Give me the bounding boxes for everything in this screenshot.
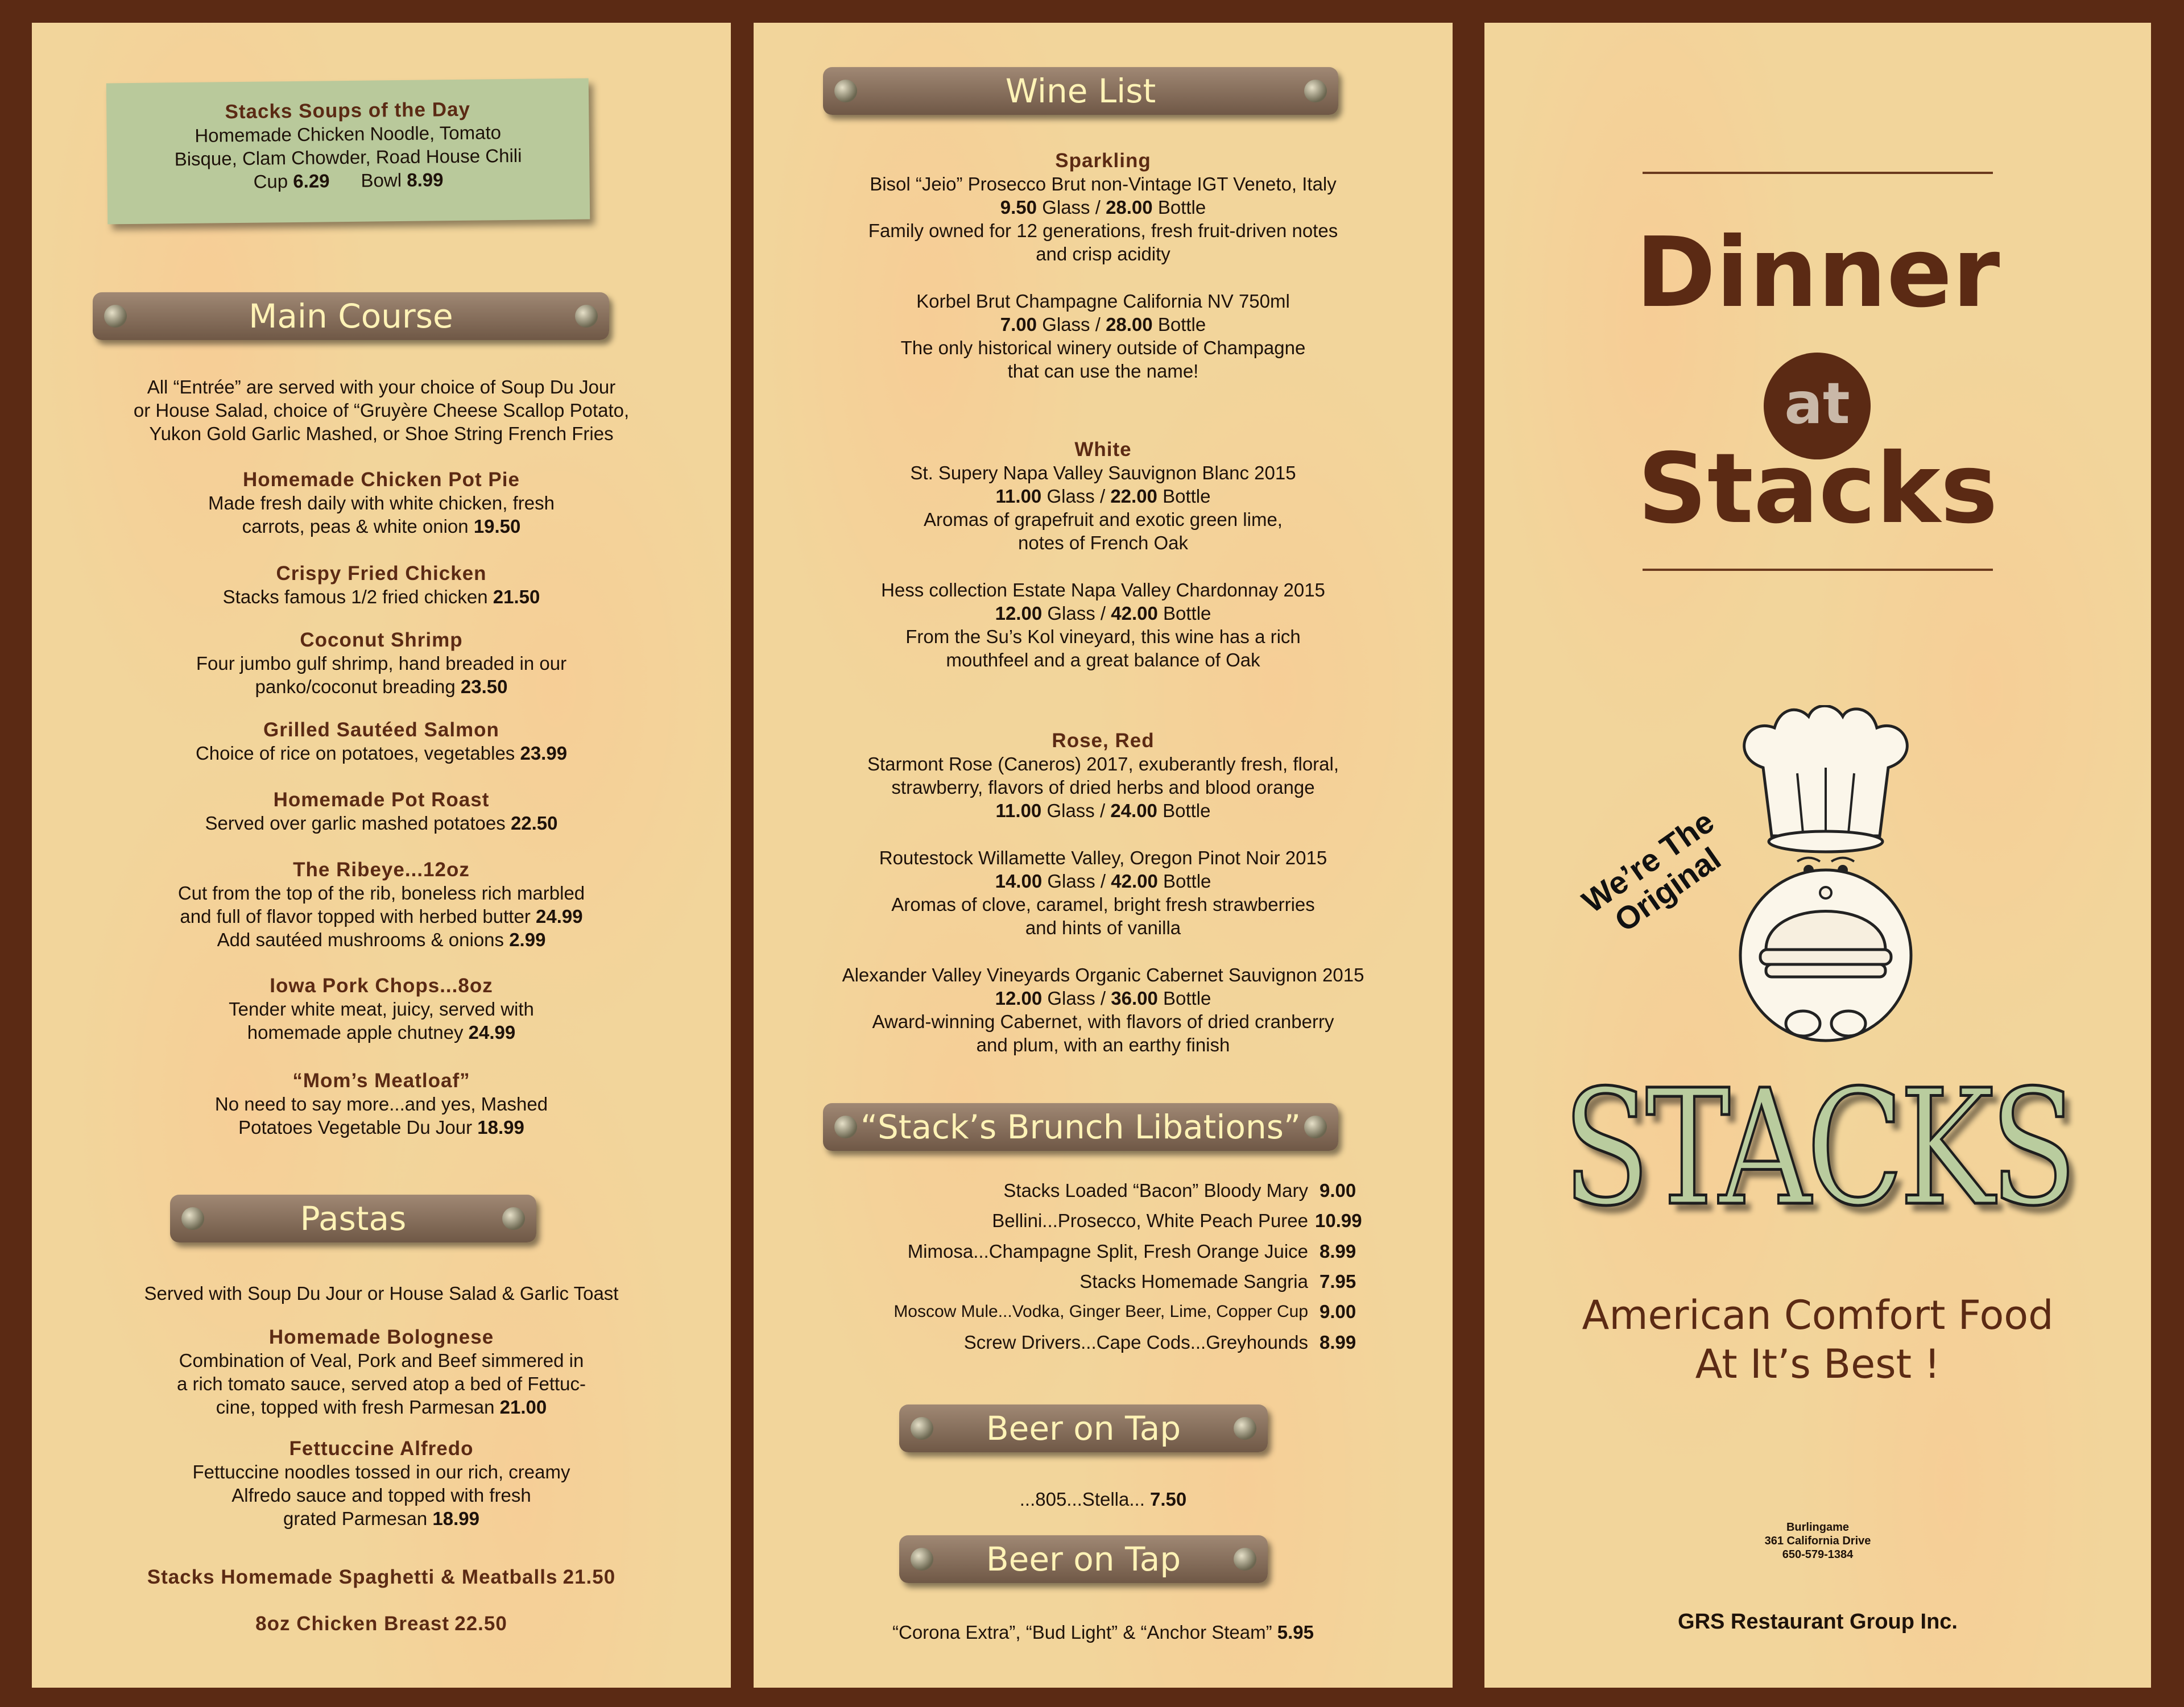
libation-name: Bellini...Prosecco, White Peach Puree [992,1210,1308,1231]
glass-price: 11.00 [995,800,1042,821]
rivet-icon [104,305,127,328]
menu-item [32,628,731,698]
street-address: 361 California Drive [1764,1535,1871,1547]
dish-name: “Mom’s Meatloaf” [292,1070,470,1092]
dish-desc: cine, topped with fresh Parmesan [216,1397,495,1418]
bottle-price: 28.00 [1106,197,1153,218]
dish-addon: Add sautéed mushrooms & onions [217,929,504,950]
intro-line: Yukon Gold Garlic Mashed, or Shoe String French Fries [149,423,614,444]
menu-item [32,1565,731,1589]
bottle-label: Bottle [1163,486,1211,507]
tagline-line-2: At It’s Best ! [1695,1341,1941,1387]
soup-title: Stacks Soups of the Day [225,98,471,123]
dish-name: 8oz Chicken Breast [255,1613,450,1635]
rivet-icon [1304,1116,1327,1138]
brunch-title: “Stack’s Brunch Libations” [860,1108,1301,1146]
libation-price: 8.99 [1320,1332,1356,1353]
wine-group-red: Rose, Red Starmont Rose (Caneros) 2017, exuberantly fresh, floral, strawberry, flavors of dried herbs and blood orange 11.00 Glass / 24.00 Bottle Routestock Willamette Valley, Oregon Pinot Noir 2015 14.00 Glass / 42.00 Bottle Aromas of clove, caramel, bright fresh strawberries and hints of vanilla Alexander Valley Vineyards Organic Cabernet Sauvignon 2015 12.00 Glass / 36.00 Bottle Award-winning Cabernet, with flavors of dried cranberry and plum, with an earthy finish [754,729,1453,1056]
bottle-label: Bottle [1163,988,1211,1009]
dish-price: 21.00 [499,1397,547,1418]
wine-desc: Aromas of grapefruit and exotic green lime, [924,509,1283,530]
dish-desc: homemade apple chutney [247,1022,464,1043]
bottle-price: 36.00 [1111,988,1158,1009]
dish-desc: Alfredo sauce and topped with fresh [231,1485,531,1506]
cup-label: Cup [253,171,288,192]
wine-list-heading [823,67,1338,115]
glass-price: 7.00 [1000,314,1037,335]
brunch-heading [823,1103,1338,1151]
glass-label: Glass [1042,314,1090,335]
dish-desc: and full of flavor topped with herbed butter [180,906,531,927]
rivet-icon [1234,1548,1256,1571]
stacks-logo: STACKS [1562,1056,2073,1241]
dish-desc: Made fresh daily with white chicken, fresh [208,492,555,513]
rivet-icon [1304,80,1327,102]
wine-name: Hess collection Estate Napa Valley Chardonnay 2015 [881,579,1325,600]
soup-line-1: Homemade Chicken Noodle, Tomato [195,122,502,146]
beer-title: Beer on Tap [986,1409,1181,1448]
dish-desc: a rich tomato sauce, served atop a bed of Fettuc- [176,1373,586,1394]
beer-line [754,1488,1453,1511]
restaurant-group: GRS Restaurant Group Inc. [1678,1610,1958,1634]
beer-on-tap-heading [899,1404,1268,1452]
libation-price: 9.00 [1320,1180,1356,1201]
main-course-intro [32,375,731,445]
wine-desc: strawberry, flavors of dried herbs and blood orange [891,777,1315,798]
rivet-icon [502,1207,525,1230]
cup-price: 6.29 [293,170,330,192]
dish-name: Fettuccine Alfredo [289,1437,474,1460]
libation-price: 10.99 [1315,1210,1362,1231]
menu-cover-panel [1484,23,2151,1688]
dish-desc: Cut from the top of the rib, boneless rich marbled [177,882,585,904]
wine-desc: Family owned for 12 generations, fresh fruit-driven notes [868,220,1338,241]
menu-item [32,1069,731,1139]
dish-desc: Combination of Veal, Pork and Beef simmered in [179,1350,584,1371]
beer-price: 7.50 [1150,1489,1187,1510]
divider [1643,172,1993,174]
dish-desc: panko/coconut breading [255,676,456,697]
wine-desc: and crisp acidity [1036,243,1170,264]
dish-price: 21.50 [493,586,540,607]
menu-item [32,788,731,835]
intro-line: All “Entrée” are served with your choice of Soup Du Jour [147,376,616,397]
glass-label: Glass [1046,800,1095,821]
beer-names: “Corona Extra”, “Bud Light” & “Anchor Steam” [892,1622,1272,1643]
libation-price: 9.00 [1320,1301,1356,1322]
dish-desc: Potatoes Vegetable Du Jour [238,1117,473,1138]
libation-name: Screw Drivers...Cape Cods...Greyhounds [963,1332,1308,1353]
were-the-original-text: We’re The Original [1575,803,1727,939]
glass-label: Glass [1042,197,1090,218]
rivet-icon [911,1417,933,1440]
rivet-icon [1234,1417,1256,1440]
intro-line: or House Salad, choice of “Gruyère Cheese Scallop Potato, [133,400,630,421]
beer-title: Beer on Tap [986,1540,1181,1578]
wine-group-white: White St. Supery Napa Valley Sauvignon Blanc 2015 11.00 Glass / 22.00 Bottle Aromas of grapefruit and exotic green lime, notes of French Oak Hess collection Estate Napa Valley Chardonnay 2015 12.00 Glass / 42.00 Bottle From the Su’s Kol vineyard, this wine has a rich mouthfeel and a great balance of Oak [754,438,1453,672]
dish-price: 23.99 [520,743,568,764]
dish-name: The Ribeye...12oz [293,859,470,881]
bottle-price: 42.00 [1111,871,1158,892]
soup-line-2: Bisque, Clam Chowder, Road House Chili [174,144,522,170]
dish-price: 22.50 [454,1613,507,1635]
rivet-icon [834,1116,857,1138]
bottle-label: Bottle [1163,800,1211,821]
soup-of-day-card [106,78,590,225]
libation-name: Stacks Loaded “Bacon” Bloody Mary [1003,1180,1308,1201]
bowl-label: Bowl [361,169,402,191]
dish-price: 23.50 [460,676,508,697]
beer-names: ...805...Stella... [1019,1489,1145,1510]
dish-desc: carrots, peas & white onion [242,516,469,537]
menu-item [32,562,731,608]
wine-name: Bisol “Jeio” Prosecco Brut non-Vintage IGT Veneto, Italy [870,173,1337,194]
dish-desc: Tender white meat, juicy, served with [229,998,534,1020]
pastas-title: Pastas [300,1199,407,1238]
glass-label: Glass [1047,871,1095,892]
wine-category: White [1074,438,1132,461]
wine-desc: Aromas of clove, caramel, bright fresh strawberries [891,894,1315,915]
bottle-price: 22.00 [1110,486,1157,507]
dish-desc: Fettuccine noodles tossed in our rich, creamy [192,1461,570,1482]
menu-item [32,468,731,538]
glass-price: 9.50 [1000,197,1037,218]
dish-desc: Stacks famous 1/2 fried chicken [222,586,488,607]
dish-price: 19.50 [473,516,521,537]
city: Burlingame [1786,1521,1850,1534]
dish-name: Homemade Bolognese [268,1326,494,1348]
menu-panel-left [32,23,731,1688]
wine-category: Rose, Red [1052,730,1155,752]
dish-desc: Four jumbo gulf shrimp, hand breaded in our [196,653,567,674]
addon-price: 2.99 [509,929,546,950]
dish-name: Homemade Chicken Pot Pie [243,469,520,491]
glass-label: Glass [1047,988,1095,1009]
wine-desc: and plum, with an earthy finish [976,1034,1230,1055]
rivet-icon [181,1207,204,1230]
dish-desc: No need to say more...and yes, Mashed [214,1093,548,1114]
dish-name: Crispy Fried Chicken [276,562,487,585]
rivet-icon [911,1548,933,1571]
wine-desc: mouthfeel and a great balance of Oak [946,649,1260,670]
address-block [1484,1520,2151,1561]
dish-price: 21.50 [562,1566,616,1588]
wine-desc: notes of French Oak [1018,532,1188,553]
wine-list-title: Wine List [1005,72,1156,110]
bottle-label: Bottle [1157,197,1206,218]
menu-item [32,974,731,1044]
cover-title-dinner: Dinner [1635,217,2000,329]
glass-label: Glass [1047,603,1095,624]
glass-price: 12.00 [995,603,1043,624]
bowl-price: 8.99 [407,169,444,190]
chef-mascot-icon [1712,705,1974,1092]
pastas-heading [170,1195,536,1242]
beer-price: 5.95 [1277,1622,1314,1643]
wine-name: Korbel Brut Champagne California NV 750ml [916,291,1290,312]
glass-price: 14.00 [995,871,1043,892]
wine-name: Routestock Willamette Valley, Oregon Pinot Noir 2015 [879,847,1327,868]
wine-category: Sparkling [1055,150,1151,172]
dish-name: Homemade Pot Roast [273,789,490,811]
menu-item [32,1437,731,1530]
dish-price: 22.50 [510,813,558,834]
dish-desc: Served over garlic mashed potatoes [205,813,506,834]
bottle-price: 42.00 [1111,603,1158,624]
bottle-price: 24.00 [1110,800,1157,821]
menu-item [32,1612,731,1635]
dish-name: Coconut Shrimp [300,629,463,651]
wine-name: St. Supery Napa Valley Sauvignon Blanc 2015 [910,462,1296,483]
glass-price: 12.00 [995,988,1043,1009]
rivet-icon [575,305,598,328]
libation-price: 7.95 [1320,1271,1356,1292]
dish-name: Grilled Sautéed Salmon [263,719,499,741]
dish-price: 24.99 [535,906,583,927]
libation-name: Stacks Homemade Sangria [1079,1271,1308,1292]
cover-title-stacks: Stacks [1637,433,1998,545]
bottle-label: Bottle [1163,603,1211,624]
divider [1643,569,1993,571]
bottle-label: Bottle [1157,314,1206,335]
pastas-intro: Served with Soup Du Jour or House Salad & Garlic Toast [144,1283,619,1304]
wine-desc: The only historical winery outside of Champagne [900,337,1306,358]
bottle-label: Bottle [1163,871,1211,892]
main-course-title: Main Course [249,297,453,335]
dish-name: Stacks Homemade Spaghetti & Meatballs [147,1566,558,1588]
wine-name: Alexander Valley Vineyards Organic Cabernet Sauvignon 2015 [842,964,1364,985]
tagline [1484,1291,2151,1389]
menu-item [32,1325,731,1419]
menu-item [32,858,731,951]
phone-number: 650-579-1384 [1782,1548,1854,1561]
dish-price: 24.99 [468,1022,516,1043]
wine-desc: that can use the name! [1007,361,1199,382]
dish-desc: grated Parmesan [283,1508,428,1529]
libation-name: Mimosa...Champagne Split, Fresh Orange Juice [907,1241,1308,1262]
libation-price: 8.99 [1320,1241,1356,1262]
bottle-price: 28.00 [1106,314,1153,335]
menu-item [32,718,731,765]
wine-desc: From the Su’s Kol vineyard, this wine has a rich [905,626,1301,647]
wine-desc: Award-winning Cabernet, with flavors of dried cranberry [872,1011,1334,1032]
wine-desc: and hints of vanilla [1025,917,1181,938]
menu-panel-middle [754,23,1453,1688]
glass-price: 11.00 [995,486,1042,507]
wine-name: Starmont Rose (Caneros) 2017, exuberantly fresh, floral, [867,753,1339,774]
main-course-heading [93,292,609,340]
cover-at-badge: at [1764,353,1871,459]
wine-group-sparkling: Sparkling Bisol “Jeio” Prosecco Brut non-Vintage IGT Veneto, Italy 9.50 Glass / 28.00 Bottle Family owned for 12 generations, fresh fruit-driven notes and crisp acidity Korbel Brut Champagne California NV 750ml 7.00 Glass / 28.00 Bottle The only historical winery outside of Champagne that can use the name! [754,149,1453,383]
dish-price: 18.99 [477,1117,524,1138]
tagline-line-1: American Comfort Food [1582,1292,2054,1339]
glass-label: Glass [1046,486,1095,507]
beer-on-tap-heading-2 [899,1535,1268,1583]
dish-name: Iowa Pork Chops...8oz [270,975,493,997]
dish-desc: Choice of rice on potatoes, vegetables [195,743,515,764]
libation-name: Moscow Mule...Vodka, Ginger Beer, Lime, Copper Cup [894,1302,1308,1321]
beer-line [754,1621,1453,1644]
rivet-icon [834,80,857,102]
dish-price: 18.99 [432,1508,479,1529]
